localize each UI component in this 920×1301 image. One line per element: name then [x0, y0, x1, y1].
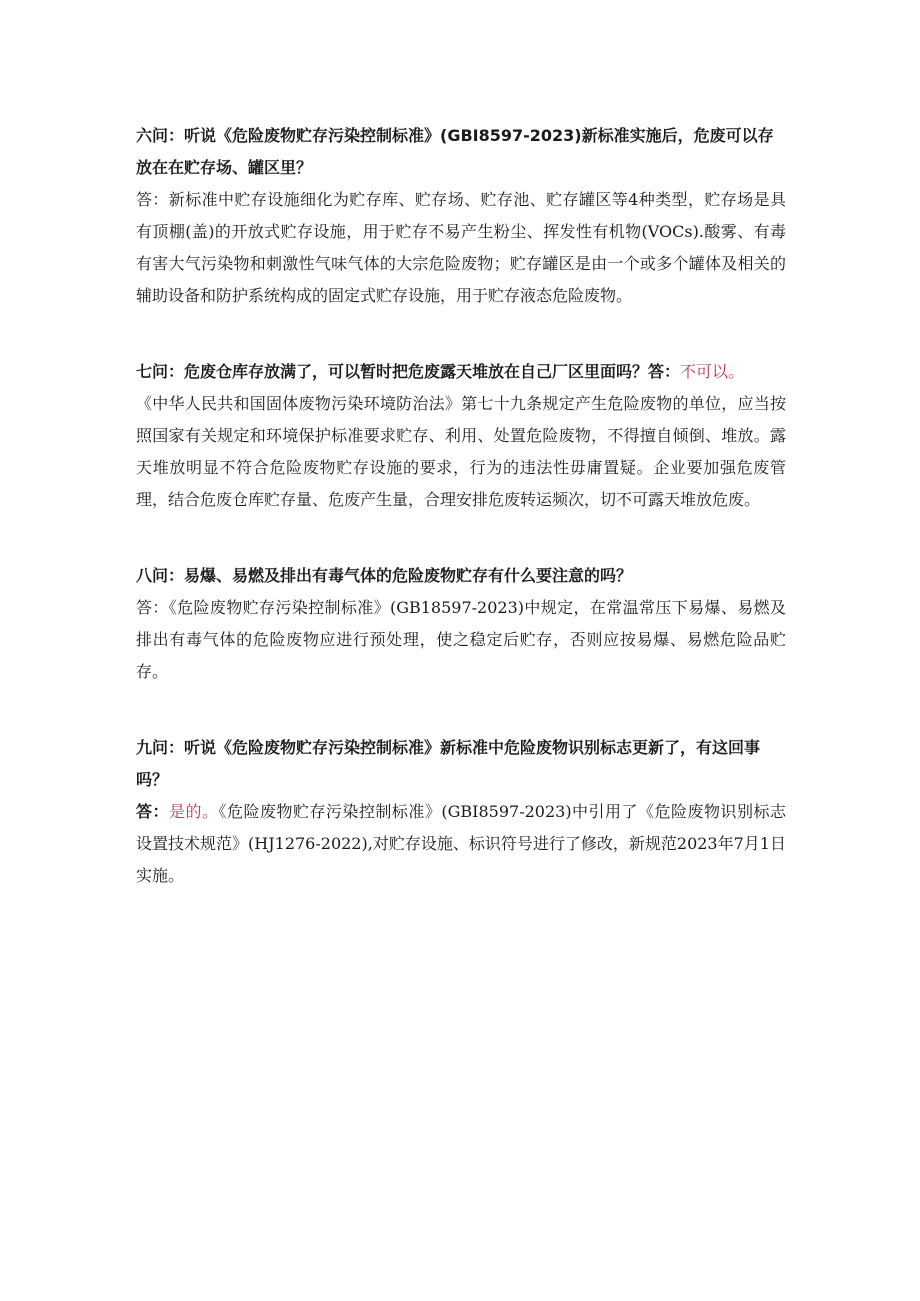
answer-7-text: 《中华人民共和国固体废物污染环境防治法》第七十九条规定产生危险废物的单位，应当按照国家有关规定和环境保护标准要求贮存、利用、处置危险废物，不得擅自倾倒、堆放。露天堆放明显不符合危险废物贮存设施的要求，行为的违法性毋庸置疑。企业要加强危废管理，结合危废仓库贮存量、危废产生量，合理安排危废转运频次，切不可露天堆放危废。 — [136, 394, 786, 509]
answer-7 — [136, 388, 786, 516]
question-7-highlight: 不可以。 — [680, 362, 745, 381]
question-8 — [136, 560, 786, 592]
qa-item-7 — [136, 356, 786, 516]
question-9-text: 九问：听说《危险废物贮存污染控制标准》新标准中危险废物识别标志更新了，有这回事吗？ — [136, 738, 761, 789]
qa-item-9 — [136, 732, 786, 892]
qa-item-8 — [136, 560, 786, 688]
qa-item-6 — [136, 120, 786, 312]
question-6-text: 六问：听说《危险废物贮存污染控制标准》(GBI8597-2023)新标准实施后，危废可以存放在在贮存场、罐区里？ — [136, 126, 774, 177]
answer-6-text: 答：新标准中贮存设施细化为贮存库、贮存场、贮存池、贮存罐区等4种类型，贮存场是具有顶棚(盖)的开放式贮存设施，用于贮存不易产生粉尘、挥发性有机物(VOCs).酸雾、有毒有害大气污染物和刺激性气味气体的大宗危险废物；贮存罐区是由一个或多个罐体及相关的辅助设备和防护系统构成的固定式贮存设施，用于贮存液态危险废物。 — [136, 190, 786, 305]
question-7 — [136, 356, 786, 388]
answer-9-highlight: 是的。 — [169, 802, 219, 821]
question-8-text: 八问：易爆、易燃及排出有毒气体的危险废物贮存有什么要注意的吗？ — [136, 566, 633, 585]
answer-9 — [136, 796, 786, 892]
question-7-text: 七问：危废仓库存放满了，可以暂时把危废露天堆放在自己厂区里面吗？答： — [136, 362, 681, 381]
answer-8 — [136, 592, 786, 688]
answer-8-text: 答：《危险废物贮存污染控制标准》(GB18597-2023)中规定，在常温常压下易爆、易燃及排出有毒气体的危险废物应进行预处理，使之稳定后贮存，否则应按易爆、易燃危险品贮存。 — [136, 598, 786, 681]
question-6 — [136, 120, 786, 184]
answer-9-lead: 答： — [136, 802, 169, 821]
answer-9-text: 《危险废物贮存污染控制标准》(GBI8597-2023)中引用了《危险废物识别标志设置技术规范》(HJ1276-2022),对贮存设施、标识符号进行了修改，新规范2023年7月1日实施。 — [136, 802, 786, 885]
document-page — [136, 120, 786, 936]
question-9 — [136, 732, 786, 796]
answer-6 — [136, 184, 786, 312]
